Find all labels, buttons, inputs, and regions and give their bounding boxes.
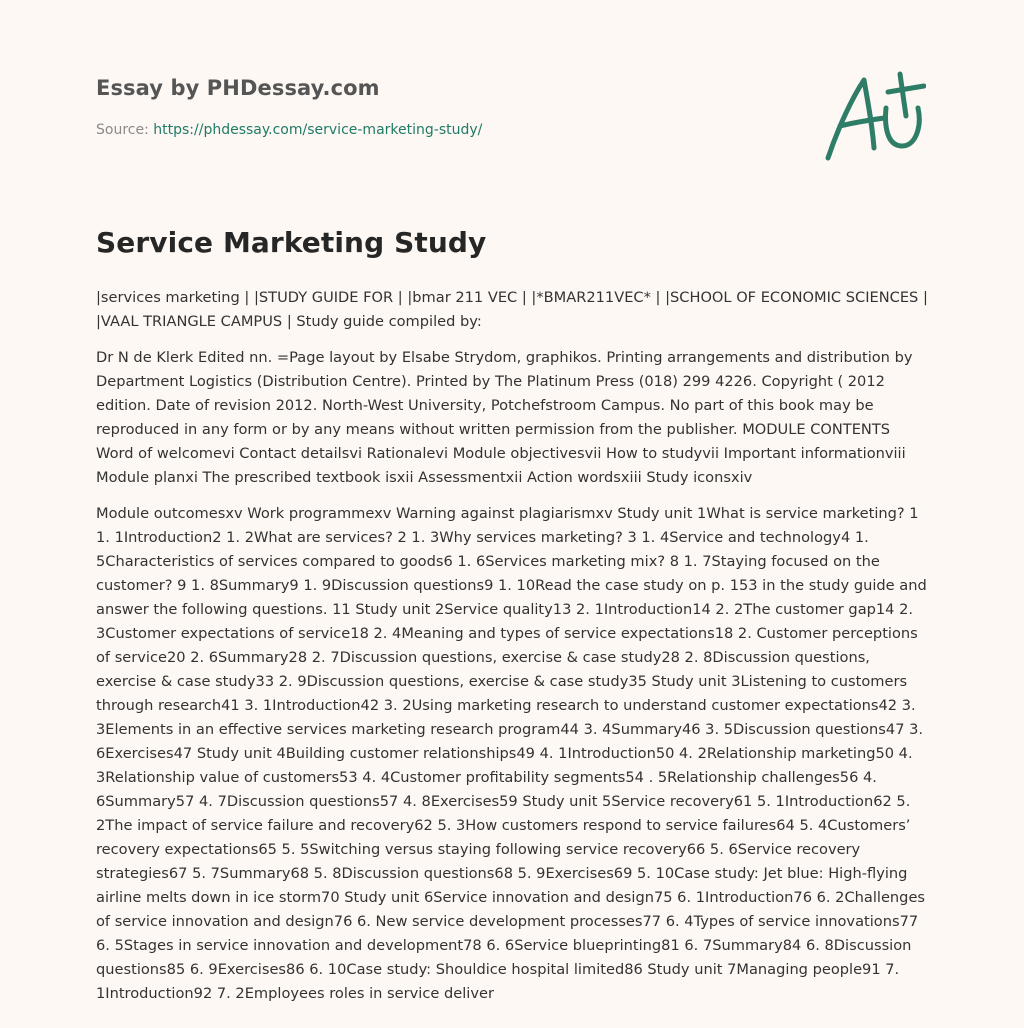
paragraph: |services marketing | |STUDY GUIDE FOR | |bmar 211 VEC | |*BMAR211VEC* | |SCHOOL OF ECONOMIC SCIENCES | |VAAL TRIANGLE CAMPUS | Study guide compiled by:	[96, 289, 928, 330]
source-link[interactable]: https://phdessay.com/service-marketing-study/	[153, 122, 483, 138]
a-plus-grade-icon	[822, 68, 926, 164]
document-title: Service Marketing Study	[96, 226, 487, 259]
source-line	[96, 122, 796, 138]
source-label: Source:	[96, 122, 154, 138]
document-body	[96, 286, 928, 1018]
page-header	[96, 76, 796, 138]
paragraph: Dr N de Klerk Edited nn. =Page layout by Elsabe Strydom, graphikos. Printing arrangements and distribution by Department Logistics (Distribution Centre). Printed by The Platinum Press (018) 299 4226. Copyright ( 2012 edition. Date of revision 2012. North-West University, Potchefstroom Campus. No part of this book may be reproduced in any form or by any means without written permission from the publisher. MODULE CONTENTS Word of welcomevi Contact detailsvi Rationalevi Module objectivesvii How to studyvii Important informationviii Module planxi The prescribed textbook isxii Assessmentxii Action wordsxiii Study iconsxiv	[96, 349, 913, 486]
paragraph: Module outcomesxv Work programmexv Warning against plagiarismxv Study unit 1What is service marketing? 1 1. 1Introduction2 1. 2What are services? 2 1. 3Why services marketing? 3 1. 4Service and technology4 1. 5Characteristics of services compared to goods6 1. 6Services marketing mix? 8 1. 7Staying focused on the customer? 9 1. 8Summary9 1. 9Discussion questions9 1. 10Read the case study on p. 153 in the study guide and answer the following questions. 11 Study unit 2Service quality13 2. 1Introduction14 2. 2The customer gap14 2. 3Customer expectations of service18 2. 4Meaning and types of service expectations18 2. Customer perceptions of service20 2. 6Summary28 2. 7Discussion questions, exercise & case study28 2. 8Discussion questions, exercise & case study33 2. 9Discussion questions, exercise & case study35 Study unit 3Listening to customers through research41 3. 1Introduction42 3. 2Using marketing research to understand customer expectations42 3. 3Elements in an effective services marketing research program44 3. 4Summary46 3. 5Discussion questions47 3. 6Exercises47 Study unit 4Building customer relationships49 4. 1Introduction50 4. 2Relationship marketing50 4. 3Relationship value of customers53 4. 4Customer profitability segments54 . 5Relationship challenges56 4. 6Summary57 4. 7Discussion questions57 4. 8Exercises59 Study unit 5Service recovery61 5. 1Introduction62 5. 2The impact of service failure and recovery62 5. 3How customers respond to service failures64 5. 4Customers’ recovery expectations65 5. 5Switching versus staying following service recovery66 5. 6Service recovery strategies67 5. 7Summary68 5. 8Discussion questions68 5. 9Exercises69 5. 10Case study: Jet blue: High-flying airline melts down in ice storm70 Study unit 6Service innovation and design75 6. 1Introduction76 6. 2Challenges of service innovation and design76 6. New service development processes77 6. 4Types of service innovations77 6. 5Stages in service innovation and development78 6. 6Service blueprinting81 6. 7Summary84 6. 8Discussion questions85 6. 9Exercises86 6. 10Case study: Shouldice hospital limited86 Study unit 7Managing people91 7. 1Introduction92 7. 2Employees roles in service deliver	[96, 505, 927, 1002]
site-title: Essay by PHDessay.com	[96, 76, 380, 100]
